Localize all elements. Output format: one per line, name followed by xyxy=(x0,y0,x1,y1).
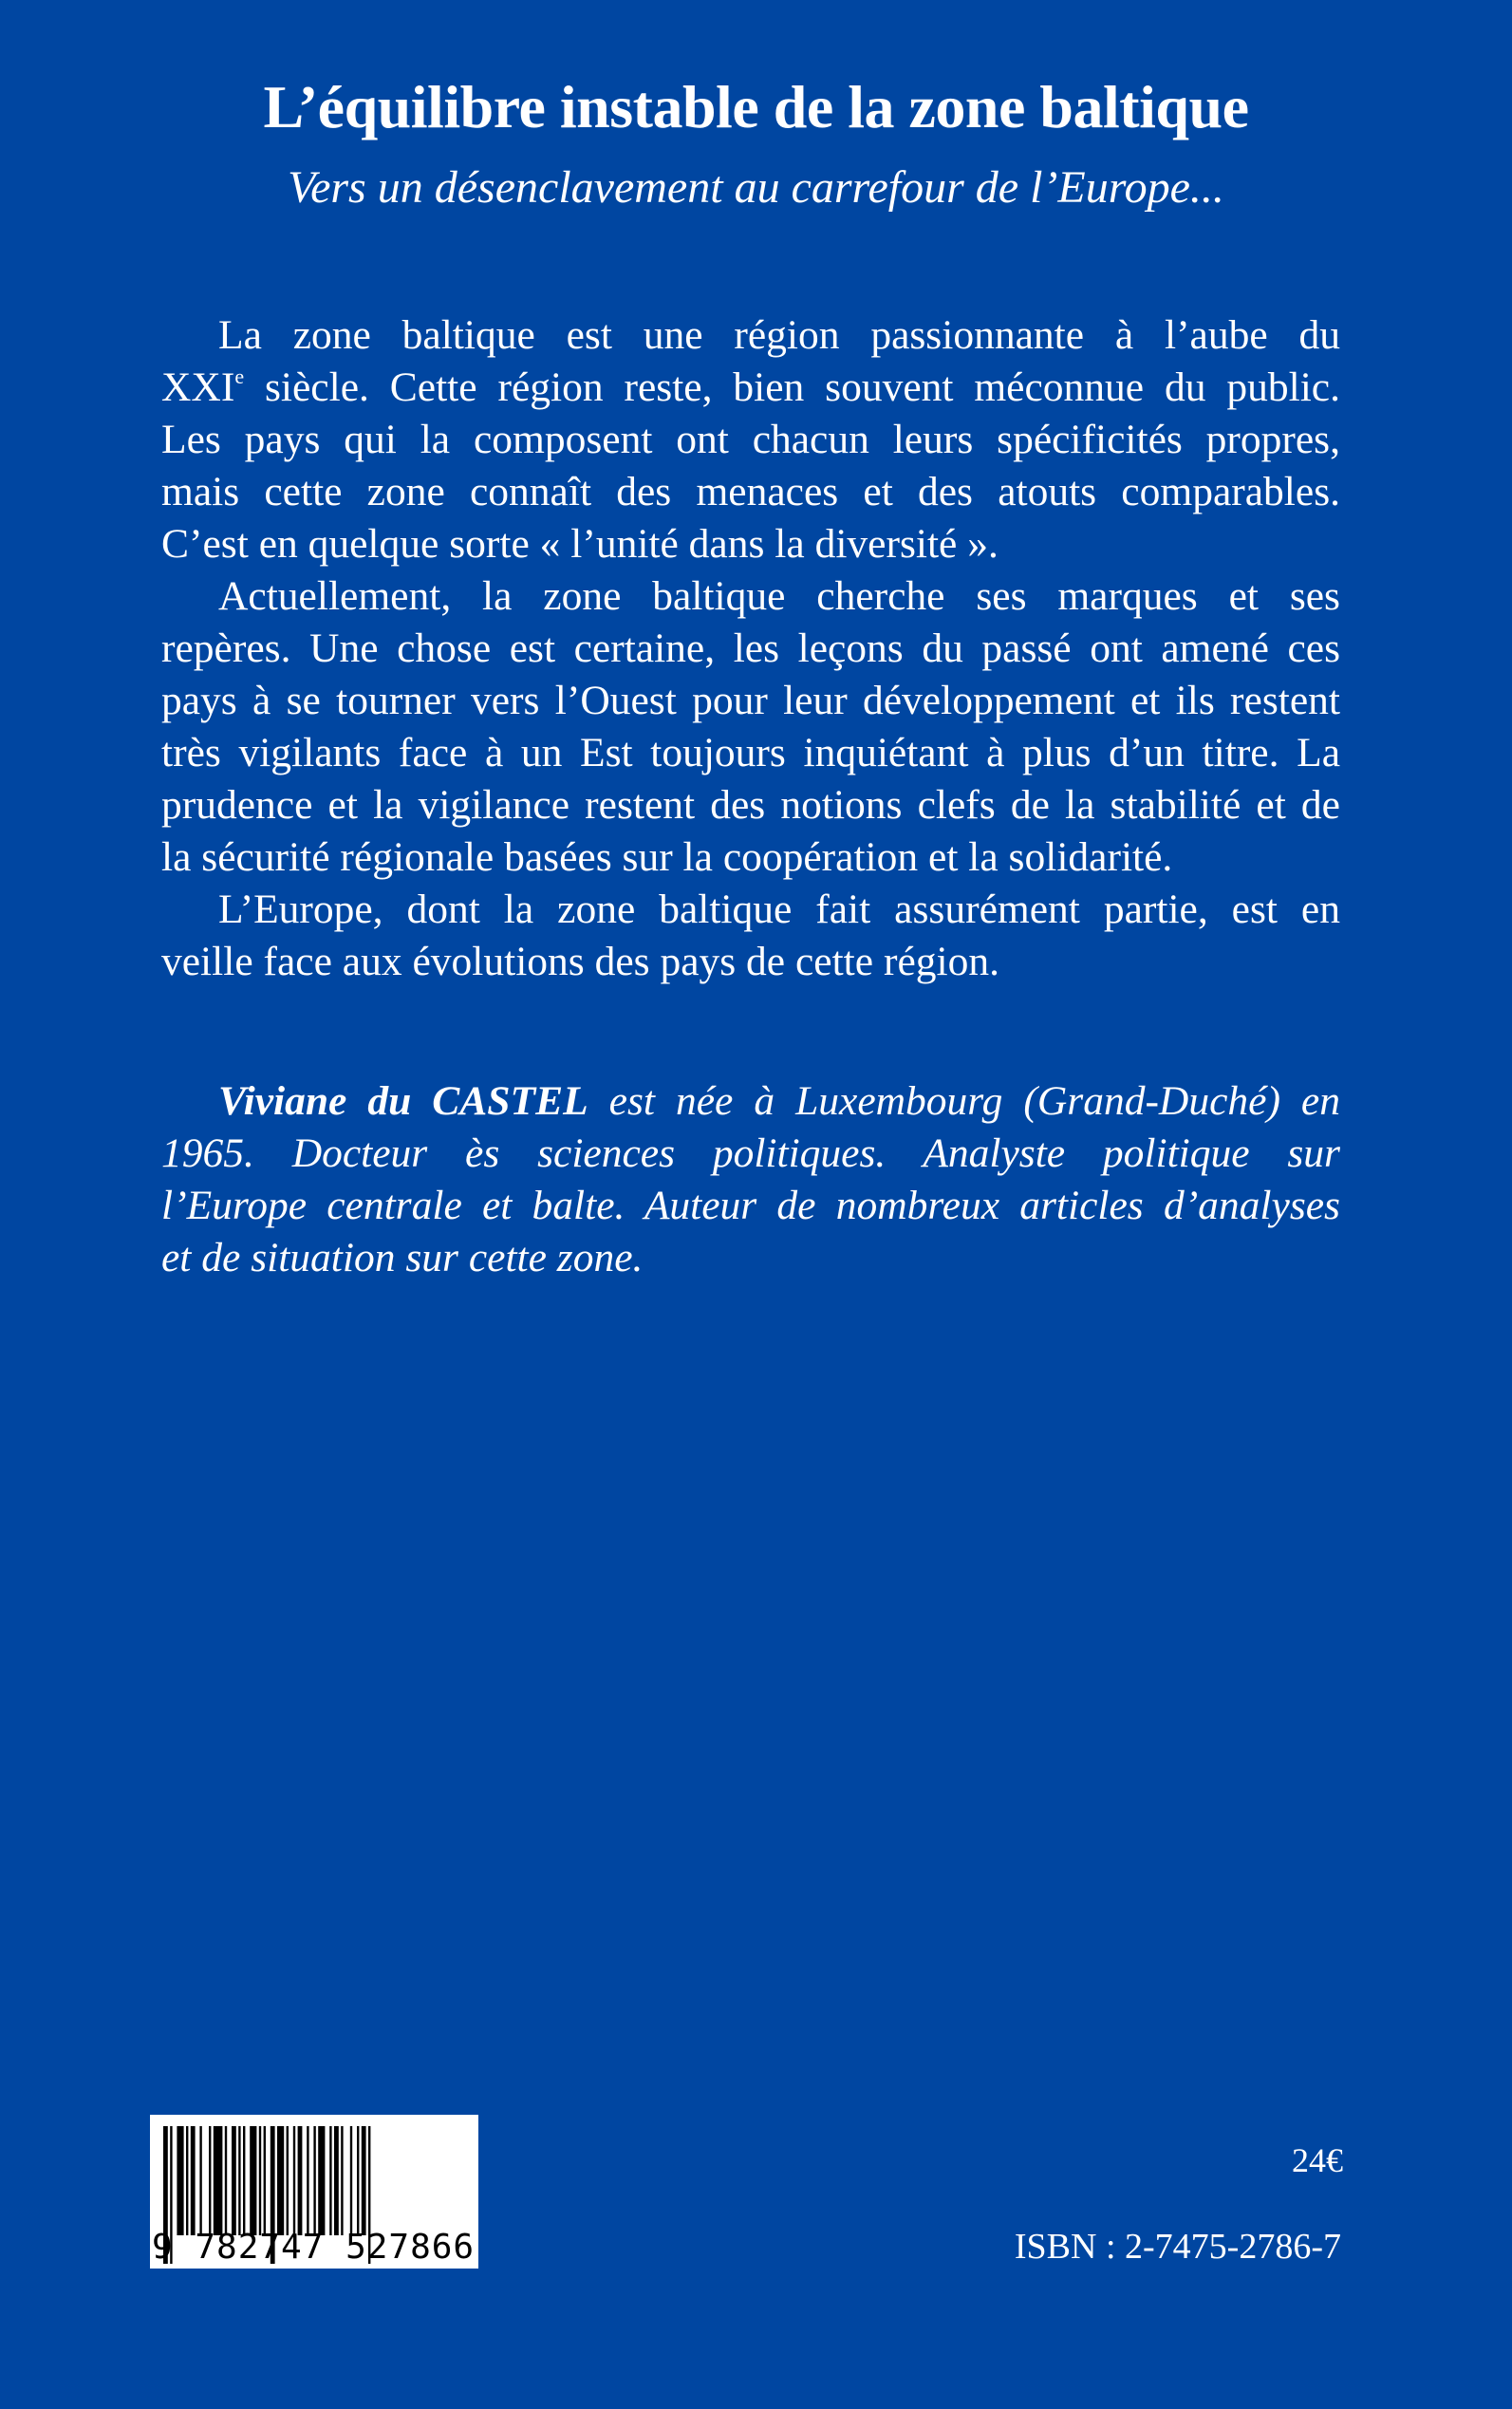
barcode-bar xyxy=(329,2126,331,2235)
barcode-bar xyxy=(341,2126,343,2235)
barcode-bar xyxy=(199,2126,201,2235)
text-line xyxy=(161,1075,1340,1128)
barcode-bar xyxy=(313,2126,315,2235)
text-line: et de situation sur cette zone. xyxy=(161,1235,644,1280)
author-bio xyxy=(161,1075,1340,1284)
barcode-bar xyxy=(191,2126,196,2235)
text-line: très vigilants face à un Est toujours inquiétant à plus d’un titre. La xyxy=(161,730,1340,775)
text-line: L’Europe, dont la zone baltique fait assurément partie, est en xyxy=(218,887,1340,932)
text-line: la sécurité régionale basées sur la coopération et la solidarité. xyxy=(161,834,1173,880)
paragraph-3 xyxy=(161,884,1340,988)
text-line: l’Europe centrale et balte. Auteur de nombreux articles d’analyses xyxy=(161,1183,1340,1228)
barcode-bar xyxy=(362,2126,366,2235)
barcode-bar xyxy=(232,2126,236,2235)
paragraph-2 xyxy=(161,570,1340,884)
barcode-bar xyxy=(243,2126,245,2235)
isbn: ISBN : 2-7475-2786-7 xyxy=(1014,2227,1341,2267)
barcode-bar xyxy=(250,2126,256,2235)
century-numeral: XXI xyxy=(161,364,235,410)
barcode-bar xyxy=(209,2126,211,2235)
barcode-bar xyxy=(334,2126,339,2235)
barcode-bar xyxy=(350,2126,352,2235)
text-fragment: siècle. Cette région reste, bien souvent méconnue du public. xyxy=(244,364,1340,410)
barcode-bar xyxy=(293,2126,295,2235)
text-line: La zone baltique est une région passionnante à l’aube du xyxy=(218,312,1340,358)
barcode-bar xyxy=(186,2126,188,2235)
text-line: veille face aux évolutions des pays de cette région. xyxy=(161,939,999,984)
paragraph-1 xyxy=(161,309,1340,570)
barcode-bar xyxy=(298,2126,303,2235)
barcode xyxy=(150,2115,478,2269)
summary-text xyxy=(161,309,1340,988)
text-fragment: est née à Luxembourg (Grand-Duché) en xyxy=(588,1078,1340,1124)
text-line: repères. Une chose est certaine, les leçons du passé ont amené ces xyxy=(161,626,1340,671)
text-line xyxy=(161,362,1340,414)
barcode-bar xyxy=(287,2126,289,2235)
barcode-bar xyxy=(307,2126,308,2235)
barcode-bar xyxy=(357,2126,359,2235)
book-title: L’équilibre instable de la zone baltique xyxy=(263,73,1249,140)
text-line: Actuellement, la zone baltique cherche ses marques et ses xyxy=(218,573,1340,619)
barcode-bar xyxy=(318,2126,325,2235)
text-line: 1965. Docteur ès sciences politiques. Analyste politique sur xyxy=(161,1130,1340,1176)
price: 24€ xyxy=(1292,2141,1343,2179)
author-name: Viviane du CASTEL xyxy=(218,1078,588,1124)
text-line: mais cette zone connaît des menaces et des atouts comparables. xyxy=(161,469,1340,514)
text-line: prudence et la vigilance restent des notions clefs de la stabilité et de xyxy=(161,782,1340,828)
barcode-bar xyxy=(238,2126,240,2235)
barcode-digits: 9 782747 527866 xyxy=(152,2228,476,2267)
barcode-bar xyxy=(259,2126,261,2235)
barcode-bar xyxy=(214,2126,223,2235)
text-line: pays à se tourner vers l’Ouest pour leur développement et ils restent xyxy=(161,678,1340,723)
text-line: Les pays qui la composent ont chacun leurs spécificités propres, xyxy=(161,417,1340,462)
barcode-bar xyxy=(277,2126,284,2235)
barcode-bar xyxy=(264,2126,266,2235)
book-subtitle: Vers un désenclavement au carrefour de l’Europe... xyxy=(288,162,1224,213)
barcode-bar xyxy=(177,2126,183,2235)
text-line: C’est en quelque sorte « l’unité dans la diversité ». xyxy=(161,521,999,567)
barcode-bar xyxy=(225,2126,227,2235)
superscript: e xyxy=(234,364,245,388)
